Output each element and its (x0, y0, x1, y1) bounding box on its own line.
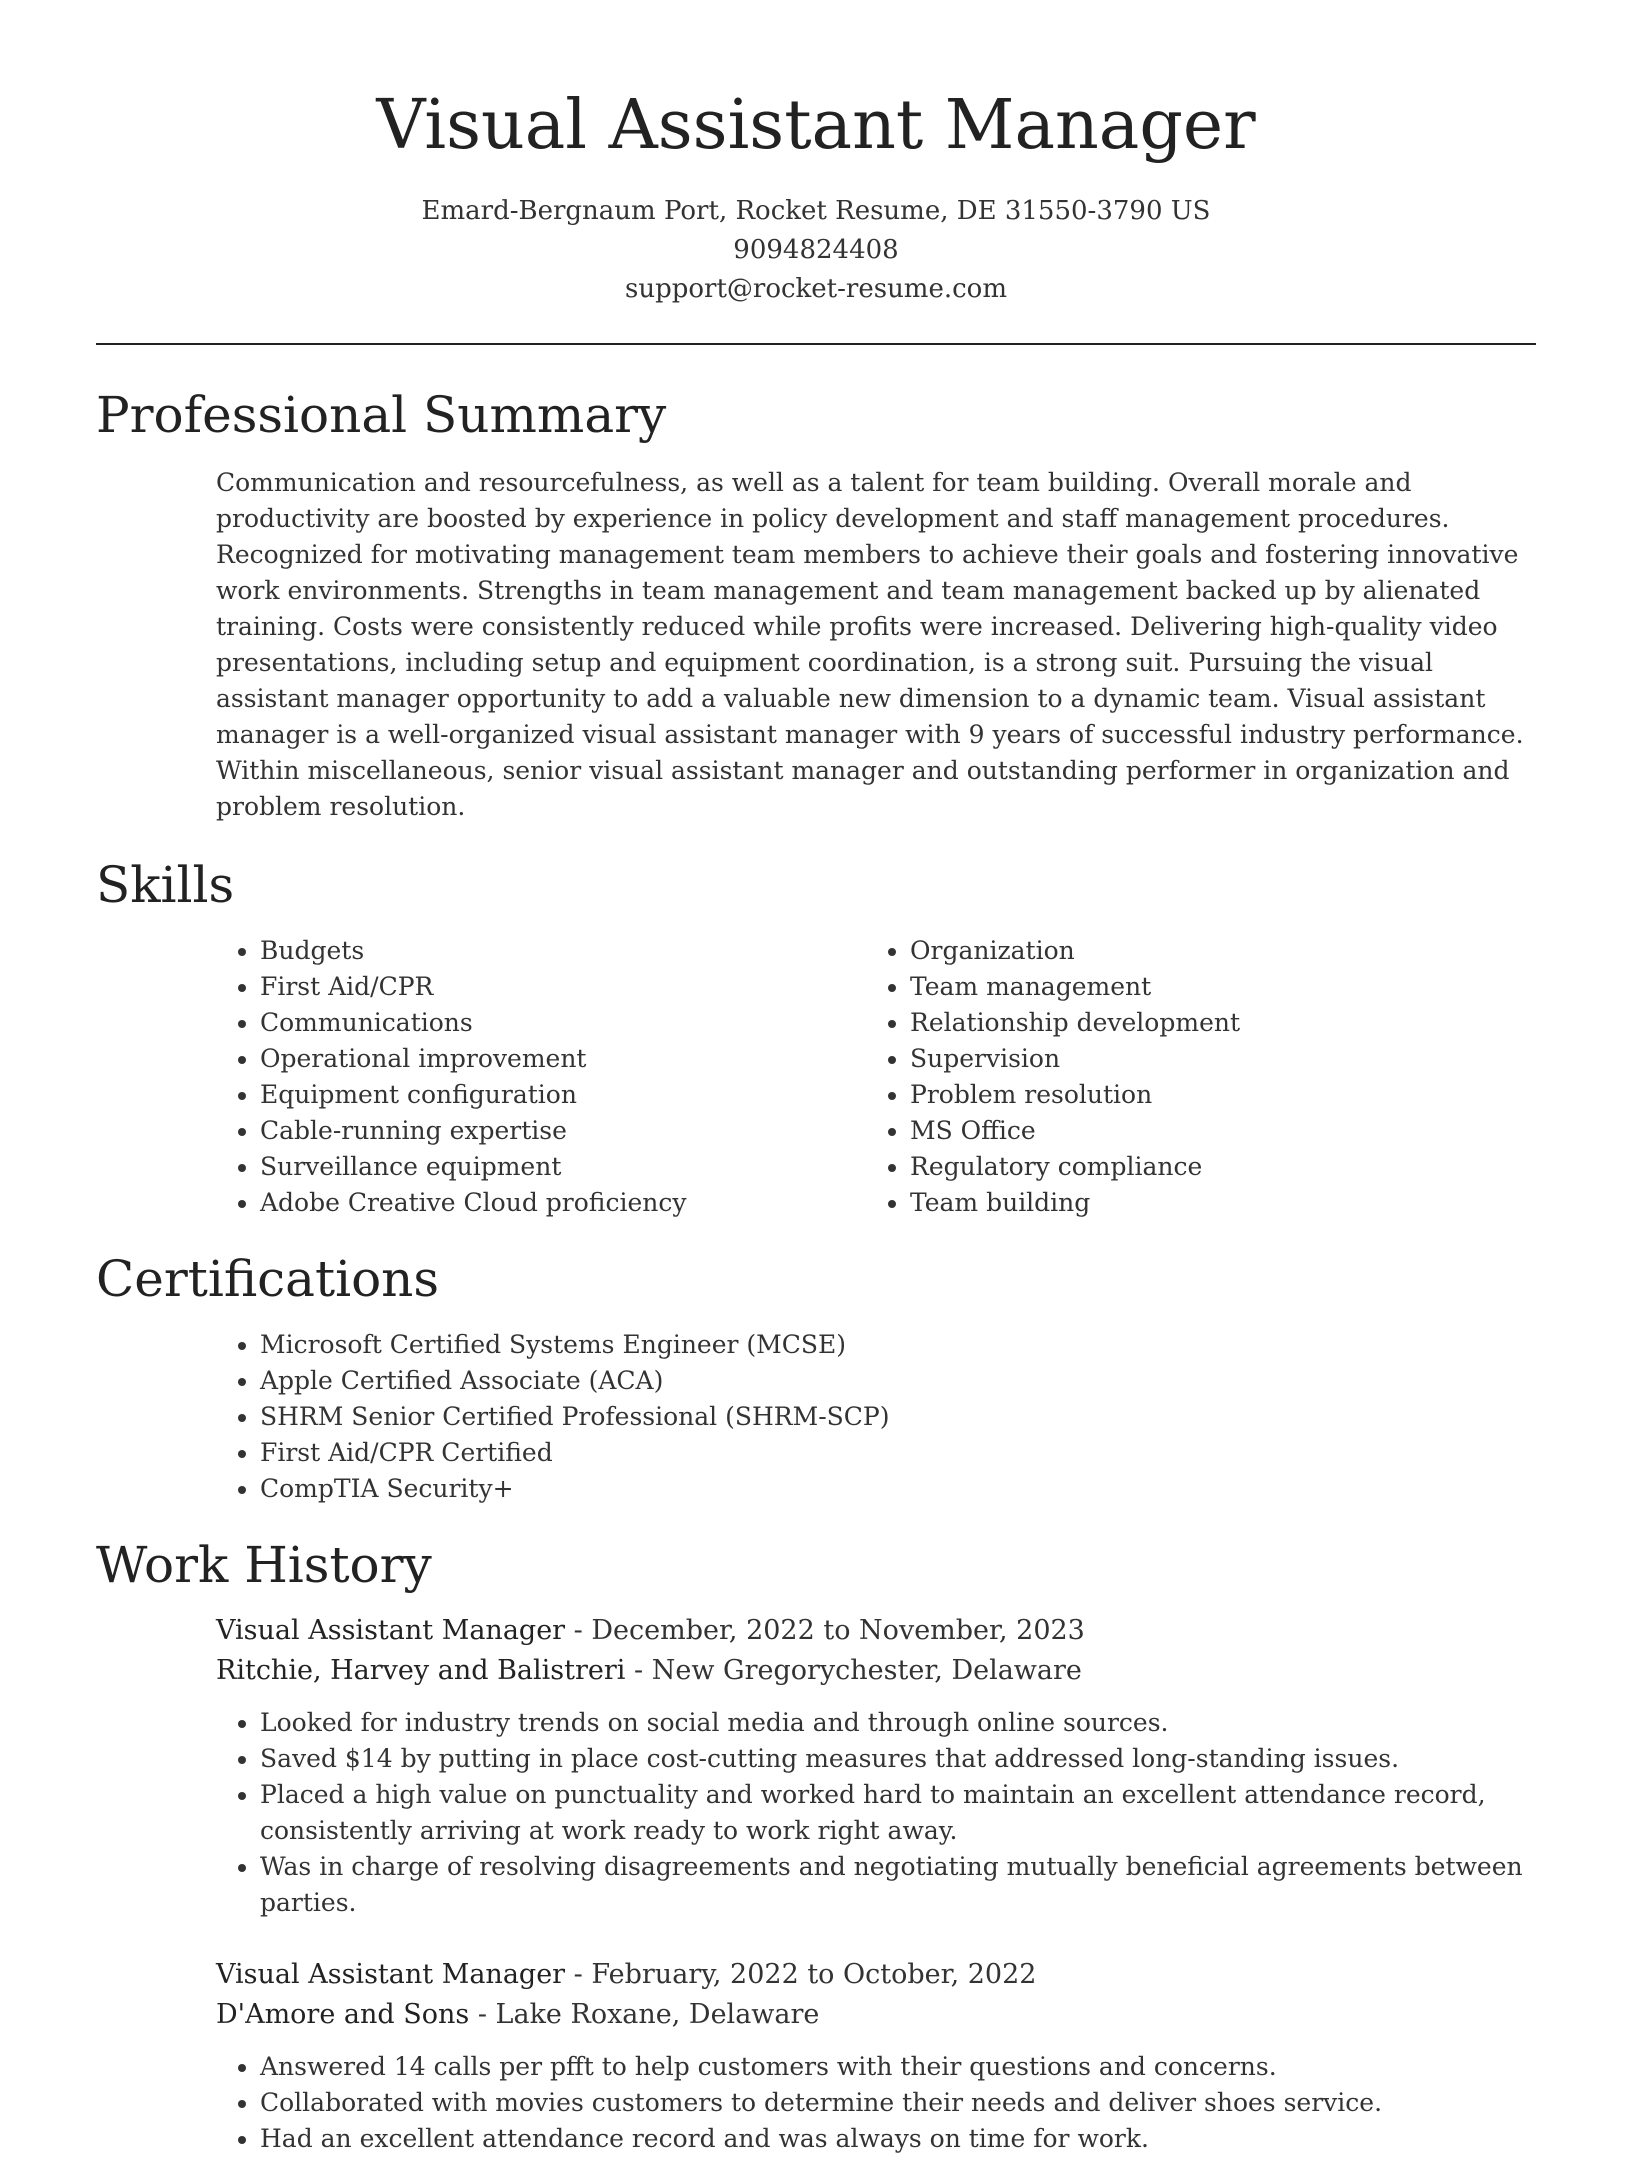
skill-item: • MS Office (910, 1113, 1516, 1149)
job-company-line (216, 1651, 1536, 1691)
job-entry (216, 1611, 1536, 1921)
job-title-line (216, 1955, 1536, 1995)
work-history-heading: Work History (96, 1536, 432, 1594)
skill-item: • Adobe Creative Cloud proficiency (260, 1185, 866, 1221)
job-duty: • Looked for industry trends on social media and through online sources. (260, 1705, 1536, 1741)
job-duty: • Placed a high value on punctuality and worked hard to maintain an excellent attendance record, consistently arriving at work ready to work right away. (260, 1777, 1536, 1849)
skill-item: • Communications (260, 1005, 866, 1041)
certifications-section (96, 1247, 1536, 1507)
job-location: - New Gregorychester, Delaware (625, 1655, 1082, 1686)
job-duty: • Had an excellent attendance record and was always on time for work. (260, 2121, 1536, 2157)
certification-item: • CompTIA Security+ (260, 1471, 1536, 1507)
job-duties-list (216, 1705, 1536, 1921)
skill-item: • Team management (910, 969, 1516, 1005)
job-title-line (216, 1611, 1536, 1651)
certification-item: • First Aid/CPR Certified (260, 1435, 1536, 1471)
certification-item: • SHRM Senior Certified Professional (SHRM-SCP) (260, 1399, 1536, 1435)
job-duty: • Was in charge of resolving disagreements and negotiating mutually beneficial agreements between parties. (260, 1849, 1536, 1921)
job-role: Visual Assistant Manager (216, 1959, 566, 1990)
summary-paragraph: Communication and resourcefulness, as well as a talent for team building. Overall morale and productivity are boosted by experience in policy development and staff management procedures. Recognized for motivating management team members to achieve their goals and fostering innovative work environments. Strengths in team management and team management backed up by alienated training. Costs were consistently reduced while profits were increased. Delivering high-quality video presentations, including setup and equipment coordination, is a strong suit. Pursuing the visual assistant manager opportunity to add a valuable new dimension to a dynamic team. Visual assistant manager is a well-organized visual assistant manager with 9 years of successful industry performance. Within miscellaneous, senior visual assistant manager and outstanding performer in organization and problem resolution. (216, 468, 1524, 821)
certification-item: • Microsoft Certified Systems Engineer (MCSE) (260, 1327, 1536, 1363)
job-role: Visual Assistant Manager (216, 1615, 566, 1646)
phone-line: 9094824408 (733, 235, 899, 265)
job-dates: - February, 2022 to October, 2022 (565, 1959, 1037, 1990)
skills-grid (216, 933, 1536, 1221)
email-line: support@rocket-resume.com (624, 274, 1007, 304)
skill-item: • Operational improvement (260, 1041, 866, 1077)
job-duty: • Saved $14 by putting in place cost-cutting measures that addressed long-standing issues. (260, 1741, 1536, 1777)
skill-item: • Surveillance equipment (260, 1149, 866, 1185)
certifications-heading: Certifications (96, 1250, 440, 1308)
skill-item: • Equipment configuration (260, 1077, 866, 1113)
address-line: Emard-Bergnaum Port, Rocket Resume, DE 31550-3790 US (421, 196, 1211, 226)
summary-heading: Professional Summary (96, 386, 667, 444)
job-company: Ritchie, Harvey and Balistreri (216, 1655, 626, 1686)
skills-column-left (216, 933, 866, 1221)
skills-section (96, 853, 1536, 1221)
job-duty: • Answered 14 calls per pfft to help customers with their questions and concerns. (260, 2049, 1536, 2085)
certifications-list (216, 1327, 1536, 1507)
candidate-title: Visual Assistant Manager (376, 86, 1256, 165)
job-entry (216, 1955, 1536, 2157)
skill-item: • Budgets (260, 933, 866, 969)
skills-column-right (866, 933, 1516, 1221)
certification-item: • Apple Certified Associate (ACA) (260, 1363, 1536, 1399)
skill-item: • Relationship development (910, 1005, 1516, 1041)
contact-block (96, 192, 1536, 309)
skill-item: • Supervision (910, 1041, 1516, 1077)
skill-item: • First Aid/CPR (260, 969, 866, 1005)
skill-item: • Team building (910, 1185, 1516, 1221)
job-duty: • Collaborated with movies customers to determine their needs and deliver shoes service. (260, 2085, 1536, 2121)
job-dates: - December, 2022 to November, 2023 (565, 1615, 1085, 1646)
summary-section (96, 383, 1536, 825)
job-duties-list (216, 2049, 1536, 2157)
job-company-line (216, 1995, 1536, 2035)
skill-item: • Organization (910, 933, 1516, 969)
skill-item: • Regulatory compliance (910, 1149, 1516, 1185)
resume-header (96, 0, 1536, 309)
job-company: D'Amore and Sons (216, 1999, 470, 2030)
job-location: - Lake Roxane, Delaware (469, 1999, 820, 2030)
skills-heading: Skills (96, 856, 235, 914)
header-divider (96, 343, 1536, 345)
skill-item: • Cable-running expertise (260, 1113, 866, 1149)
skill-item: • Problem resolution (910, 1077, 1516, 1113)
work-history-section (96, 1533, 1536, 2157)
